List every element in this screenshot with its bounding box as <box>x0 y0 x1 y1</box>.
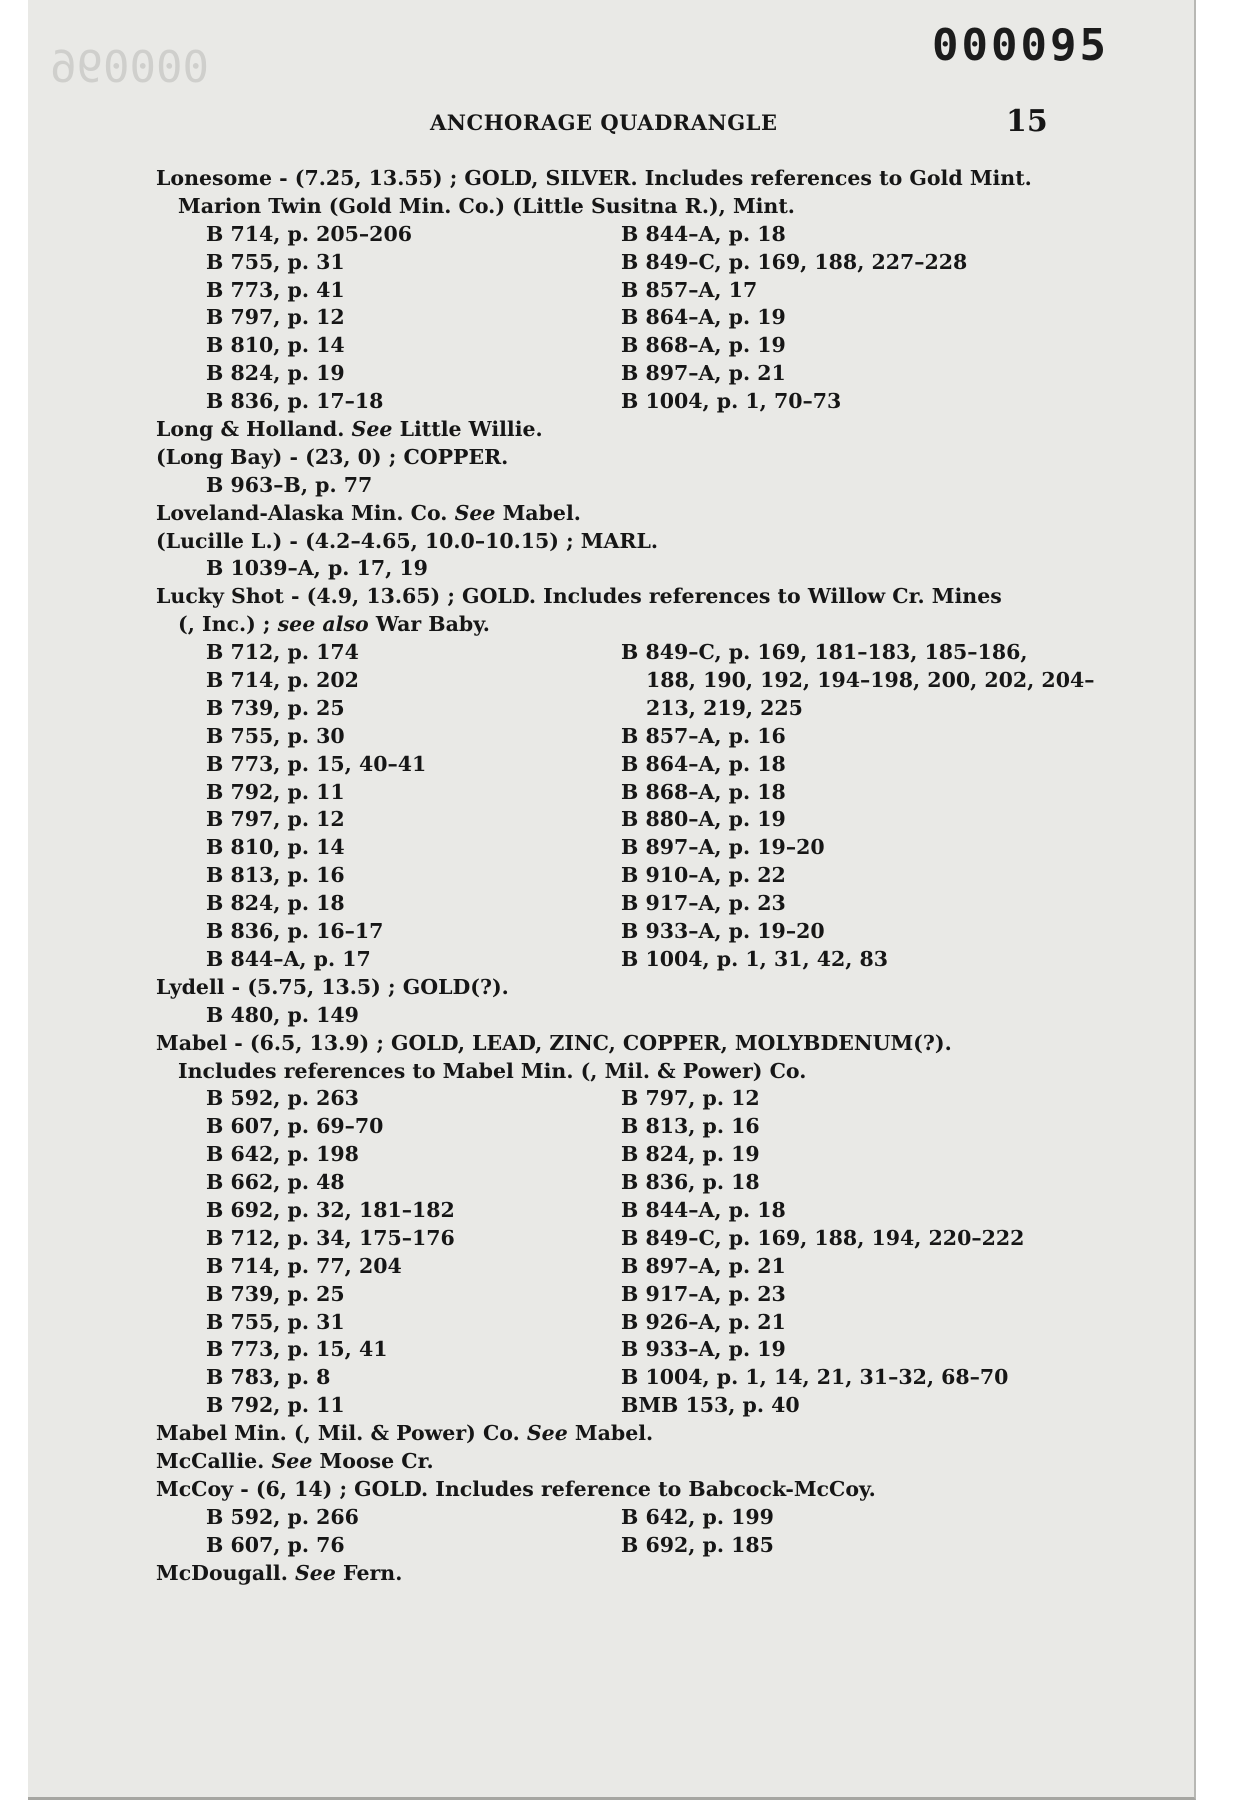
ref-left: B 844–A, p. 17 <box>206 946 371 971</box>
ref-right-continued: 213, 219, 225 <box>646 695 803 720</box>
entry-long-bay-line: (Long Bay) - (23, 0) ; COPPER. <box>156 444 509 469</box>
ref-left: B 755, p. 31 <box>206 249 345 274</box>
entry-name: McDougall. <box>156 1560 288 1585</box>
ref-right-continued: 188, 190, 192, 194–198, 200, 202, 204– <box>646 668 1095 693</box>
entry-lydell-line: Lydell - (5.75, 13.5) ; GOLD(?). <box>156 974 509 999</box>
ref-left: B 1039–A, p. 17, 19 <box>206 556 428 581</box>
ref-right: B 933–A, p. 19–20 <box>621 919 825 944</box>
see-label: See <box>271 1448 313 1473</box>
entry-subline <box>156 193 1046 221</box>
entry-lucky-shot-line1: Lucky Shot - (4.9, 13.65) ; GOLD. Includes references to Willow Cr. Mines <box>156 584 1002 609</box>
ref-left: B 712, p. 34, 175–176 <box>206 1225 455 1250</box>
ref-left: B 797, p. 12 <box>206 305 345 330</box>
ref-right: B 797, p. 12 <box>621 1086 760 1111</box>
ref-left: B 824, p. 19 <box>206 361 345 386</box>
see-target: Little Willie. <box>399 417 543 442</box>
entry-heading <box>156 1476 1046 1504</box>
ref-left: B 792, p. 11 <box>206 1393 345 1418</box>
entry-heading <box>156 416 1046 444</box>
ref-row <box>156 806 1046 834</box>
entry-mabel-line2: Includes references to Mabel Min. (, Mil. & Power) Co. <box>178 1058 807 1083</box>
ref-row <box>156 388 1046 416</box>
ref-left: B 773, p. 15, 40–41 <box>206 751 427 776</box>
ref-row <box>156 751 1046 779</box>
ref-right: B 844–A, p. 18 <box>621 221 786 246</box>
ref-right: B 824, p. 19 <box>621 1142 760 1167</box>
ref-row <box>156 890 1046 918</box>
ref-row <box>156 723 1046 751</box>
ref-row <box>156 1141 1046 1169</box>
see-target: Mabel. <box>502 500 581 525</box>
ref-left: B 797, p. 12 <box>206 807 345 832</box>
ref-left: B 714, p. 202 <box>206 668 359 693</box>
entry-subline <box>156 611 1046 639</box>
ref-left: B 480, p. 149 <box>206 1002 359 1027</box>
ref-left: B 592, p. 266 <box>206 1504 359 1529</box>
entry-heading <box>156 528 1046 556</box>
entry-mccoy-line: McCoy - (6, 14) ; GOLD. Includes reference to Babcock-McCoy. <box>156 1476 876 1501</box>
entry-heading <box>156 500 1046 528</box>
entry-heading <box>156 583 1046 611</box>
page-number: 15 <box>1006 104 1048 139</box>
ref-right: B 836, p. 18 <box>621 1170 760 1195</box>
see-target: War Baby. <box>375 612 490 637</box>
entry-heading <box>156 1448 1046 1476</box>
stamp-number: 000095 <box>932 20 1109 71</box>
ref-right: B 857–A, p. 16 <box>621 723 786 748</box>
ref-row <box>156 1169 1046 1197</box>
see-target: Mabel. <box>574 1421 654 1446</box>
ref-right: B 813, p. 16 <box>621 1114 760 1139</box>
ref-right: B 868–A, p. 18 <box>621 779 786 804</box>
ref-left: B 642, p. 198 <box>206 1142 359 1167</box>
ref-left: B 755, p. 31 <box>206 1309 345 1334</box>
ref-left: B 739, p. 25 <box>206 695 345 720</box>
ref-left: B 662, p. 48 <box>206 1170 345 1195</box>
ref-left: B 714, p. 205–206 <box>206 221 412 246</box>
entry-heading <box>156 974 1046 1002</box>
see-label: See <box>351 417 393 442</box>
ref-left: B 607, p. 76 <box>206 1532 345 1557</box>
see-label: See <box>526 1421 568 1446</box>
ref-row <box>156 1085 1046 1113</box>
ref-left: B 963–B, p. 77 <box>206 472 373 497</box>
entry-lonesome-line2: Marion Twin (Gold Min. Co.) (Little Susitna R.), Mint. <box>178 193 795 218</box>
ref-right: B 880–A, p. 19 <box>621 807 786 832</box>
see-target: Fern. <box>343 1560 403 1585</box>
ref-left: B 836, p. 17–18 <box>206 389 384 414</box>
ref-right: B 857–A, 17 <box>621 277 758 302</box>
ref-row <box>156 249 1046 277</box>
ref-row <box>156 277 1046 305</box>
entry-heading <box>156 1030 1046 1058</box>
ref-right: B 926–A, p. 21 <box>621 1309 786 1334</box>
ref-right: B 897–A, p. 21 <box>621 361 786 386</box>
ref-left: B 836, p. 16–17 <box>206 919 384 944</box>
entry-lonesome-line1: Lonesome - (7.25, 13.55) ; GOLD, SILVER. Includes references to Gold Mint. <box>156 166 1032 190</box>
running-title: ANCHORAGE QUADRANGLE <box>430 110 778 135</box>
ref-row <box>156 918 1046 946</box>
ref-left: B 810, p. 14 <box>206 333 345 358</box>
ref-left: B 810, p. 14 <box>206 835 345 860</box>
ref-right: B 897–A, p. 19–20 <box>621 835 825 860</box>
ref-right: B 864–A, p. 19 <box>621 305 786 330</box>
ref-row <box>156 360 1046 388</box>
ref-left: B 792, p. 11 <box>206 779 345 804</box>
entry-name: Long & Holland. <box>156 417 345 442</box>
ref-row <box>156 1197 1046 1225</box>
ref-right: B 933–A, p. 19 <box>621 1337 786 1362</box>
ref-row <box>156 1002 1046 1030</box>
ref-left: B 607, p. 69–70 <box>206 1114 384 1139</box>
ref-right: B 849–C, p. 169, 181–183, 185–186, <box>621 640 1028 665</box>
ref-left: B 592, p. 263 <box>206 1086 359 1111</box>
ref-right: B 897–A, p. 21 <box>621 1253 786 1278</box>
ref-row <box>156 1309 1046 1337</box>
entry-name: Loveland-Alaska Min. Co. <box>156 500 448 525</box>
ref-right: B 868–A, p. 19 <box>621 333 786 358</box>
ref-left: B 712, p. 174 <box>206 640 359 665</box>
entry-mabel-line1: Mabel - (6.5, 13.9) ; GOLD, LEAD, ZINC, COPPER, MOLYBDENUM(?). <box>156 1030 952 1055</box>
ref-row <box>156 1532 1046 1560</box>
ref-right: B 642, p. 199 <box>621 1504 774 1529</box>
ref-row <box>156 1225 1046 1253</box>
ref-right: B 692, p. 185 <box>621 1532 774 1557</box>
ref-right: B 864–A, p. 18 <box>621 751 786 776</box>
ref-row <box>156 1392 1046 1420</box>
ref-row <box>156 472 1046 500</box>
ref-left: B 739, p. 25 <box>206 1281 345 1306</box>
ref-row <box>156 332 1046 360</box>
ref-row <box>156 221 1046 249</box>
ref-row <box>156 862 1046 890</box>
ref-right: B 849–C, p. 169, 188, 227–228 <box>621 249 968 274</box>
entry-heading <box>156 1560 1046 1588</box>
ref-left: B 773, p. 41 <box>206 277 345 302</box>
entry-heading <box>156 1420 1046 1448</box>
entry-lucille-line: (Lucille L.) - (4.2–4.65, 10.0–10.15) ; MARL. <box>156 528 658 553</box>
ref-row <box>156 1281 1046 1309</box>
ref-left: B 783, p. 8 <box>206 1365 331 1390</box>
ref-left: B 824, p. 18 <box>206 891 345 916</box>
ref-left: B 755, p. 30 <box>206 723 345 748</box>
ref-row <box>156 1504 1046 1532</box>
ref-row <box>156 779 1046 807</box>
ref-right: B 1004, p. 1, 14, 21, 31–32, 68–70 <box>621 1365 1009 1390</box>
entry-name: Mabel Min. (, Mil. & Power) Co. <box>156 1421 520 1446</box>
index-body <box>156 165 1095 1587</box>
ref-left: B 773, p. 15, 41 <box>206 1337 388 1362</box>
ref-right: B 1004, p. 1, 31, 42, 83 <box>621 946 889 971</box>
ref-row <box>156 555 1046 583</box>
ref-row <box>156 639 1046 667</box>
see-label: See <box>295 1560 336 1585</box>
bleed-through-stamp: 000096 <box>50 42 209 93</box>
ref-left: B 692, p. 32, 181–182 <box>206 1197 455 1222</box>
ref-row <box>156 834 1046 862</box>
see-label: See <box>454 500 496 525</box>
ref-right: B 849–C, p. 169, 188, 194, 220–222 <box>621 1225 1025 1250</box>
ref-left: B 813, p. 16 <box>206 863 345 888</box>
entry-heading <box>156 165 1046 193</box>
ref-right: B 917–A, p. 23 <box>621 891 786 916</box>
ref-right: B 910–A, p. 22 <box>621 863 786 888</box>
ref-right: BMB 153, p. 40 <box>621 1393 800 1418</box>
entry-heading <box>156 444 1046 472</box>
ref-row <box>156 1113 1046 1141</box>
ref-row <box>156 946 1046 974</box>
ref-right: B 1004, p. 1, 70–73 <box>621 389 842 414</box>
ref-row <box>156 695 1046 723</box>
ref-row <box>156 667 1095 695</box>
entry-name: McCallie. <box>156 1448 265 1473</box>
ref-row <box>156 1253 1046 1281</box>
entry-lucky-shot-line2: (, Inc.) ; <box>178 612 271 637</box>
entry-subline <box>156 1058 1046 1086</box>
ref-left: B 714, p. 77, 204 <box>206 1253 402 1278</box>
ref-row <box>156 1336 1046 1364</box>
see-also-label: see also <box>277 612 369 637</box>
ref-right: B 844–A, p. 18 <box>621 1197 786 1222</box>
see-target: Moose Cr. <box>319 1448 434 1473</box>
ref-right: B 917–A, p. 23 <box>621 1281 786 1306</box>
ref-row <box>156 304 1046 332</box>
ref-row <box>156 1364 1046 1392</box>
